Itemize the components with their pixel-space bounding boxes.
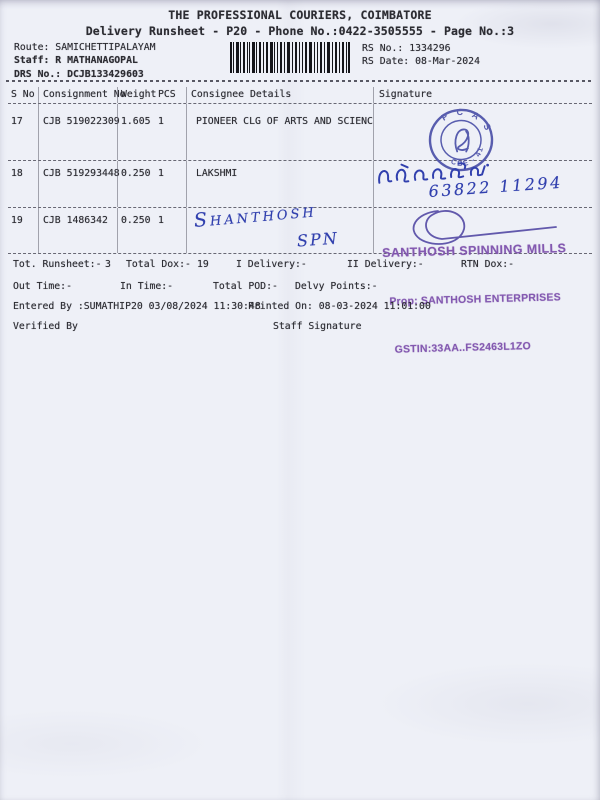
stamp-line2: Prop: SANTHOSH ENTERPRISES <box>389 291 561 308</box>
total-dox-label: Total Dox:- <box>126 259 191 270</box>
handwritten-initials: SPN <box>296 228 340 251</box>
handwritten-name: Shanthosh <box>193 199 318 232</box>
dashed-separator <box>6 80 594 82</box>
cell-pcs: 1 <box>158 116 164 127</box>
route-value: SAMICHETTIPALAYAM <box>55 42 156 53</box>
out-time-label: Out Time:- <box>13 281 72 292</box>
runsheet-subtitle: Delivery Runsheet - P20 - Phone No.:0422-3505555 - Page No.:3 <box>85 24 515 38</box>
svg-text:P C A S: P C A S <box>439 106 495 135</box>
cell-consignment: CJB 1486342 <box>38 208 117 253</box>
rs-no-line <box>362 43 451 54</box>
cell-consignment: CJB 519293448 <box>38 161 117 207</box>
stamp-line1: SANTHOSH SPINNING MILLS <box>381 241 567 260</box>
staff-value: R MATHANAGOPAL <box>55 55 138 66</box>
route-line <box>14 42 156 53</box>
staff-signature-label: Staff Signature <box>273 321 362 332</box>
rs-date-label: RS Date: <box>362 56 410 67</box>
cell-consignee: LAKSHMI <box>186 161 373 207</box>
company-title: THE PROFESSIONAL COURIERS, COIMBATORE <box>168 8 432 22</box>
cell-sno: 18 <box>11 168 23 179</box>
rtn-dox-label: RTN Dox:- <box>461 259 515 270</box>
rs-no-label: RS No.: <box>362 43 404 54</box>
col-header-sno: S No <box>11 89 35 100</box>
col-header-weight: Weight <box>117 87 154 103</box>
in-time-label: In Time:- <box>120 281 174 292</box>
i-delivery-label: I Delivery:- <box>236 259 307 270</box>
svg-text:CBE - 41: CBE - 41 <box>449 145 486 169</box>
col-header-consignee: Consignee Details <box>186 87 373 103</box>
ii-delivery-label: II Delivery:- <box>347 259 424 270</box>
delvy-points-label: Delvy Points:- <box>295 281 378 292</box>
drs-label: DRS No.: <box>14 69 62 80</box>
cell-weight: 1.605 <box>117 104 154 160</box>
tot-runsheet-value: 3 <box>105 259 111 270</box>
total-dox-value: 19 <box>197 259 209 270</box>
staff-line <box>14 55 138 66</box>
cell-sno: 17 <box>11 116 23 127</box>
route-label: Route: <box>14 42 50 53</box>
printed-on-line: Printed On: 08-03-2024 11:01:00 <box>248 301 431 312</box>
col-header-pcs: PCS <box>158 89 176 100</box>
tot-runsheet-label: Tot. Runsheet:- <box>13 259 102 270</box>
rs-no-value: 1334296 <box>409 43 451 54</box>
table-row <box>8 104 592 161</box>
cell-pcs: 1 <box>158 168 164 179</box>
entered-by-line: Entered By :SUMATHIP20 03/08/2024 11:30:48 <box>13 301 261 312</box>
rs-date-line <box>362 56 480 67</box>
drs-line <box>14 69 144 80</box>
cell-weight: 0.250 <box>117 208 154 253</box>
col-header-consignment: Consignment No <box>38 87 117 103</box>
cell-sno: 19 <box>11 215 23 226</box>
drs-value: DCJB133429603 <box>67 69 144 80</box>
verified-by-label: Verified By <box>13 321 78 332</box>
staff-label: Staff: <box>14 55 50 66</box>
total-pod-label: Total POD:- <box>213 281 278 292</box>
handwritten-phone-number: 63822 11294 <box>428 172 564 201</box>
col-header-signature: Signature <box>373 87 592 103</box>
table-header-row <box>8 87 592 104</box>
cell-pcs: 1 <box>158 215 164 226</box>
stamp-line3: GSTIN:33AA..FS2463L1ZO <box>394 340 532 356</box>
oval-signature-scribble-icon <box>398 201 568 253</box>
cell-consignee: PIONEER CLG OF ARTS AND SCIENC <box>186 104 373 160</box>
cell-weight: 0.250 <box>117 161 154 207</box>
rs-date-value: 08-Mar-2024 <box>415 56 480 67</box>
cell-consignment: CJB 519022309 <box>38 104 117 160</box>
barcode-icon <box>230 42 350 73</box>
